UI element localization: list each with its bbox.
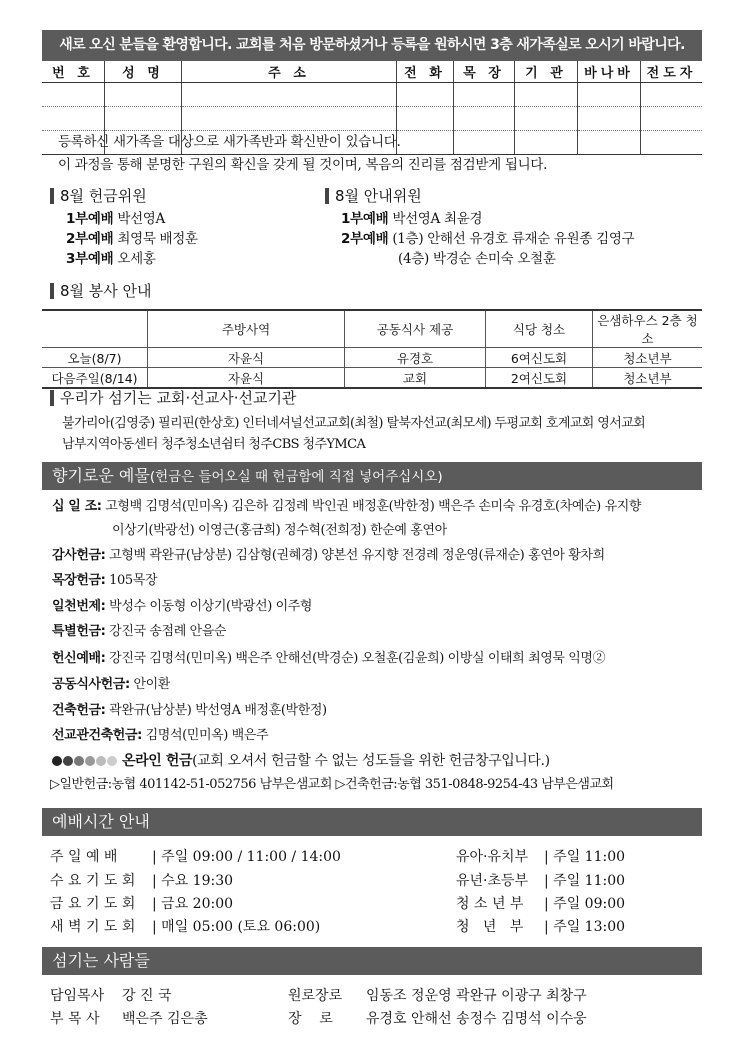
worship-row: 청 소 년 부 | 주일 09:00: [456, 896, 626, 912]
newcomer-note-2: 이 과정을 통해 분명한 구원의 확신을 갖게 될 것이며, 복음의 진리를 점검받게 됩니다.: [58, 157, 548, 173]
offering-title: 향기로운 예물: [52, 466, 150, 485]
usher-committee-row: (4층) 박경순 손미숙 오철훈: [398, 251, 556, 267]
worship-row: 주 일 예 배 | 주일 09:00 / 11:00 / 14:00: [50, 849, 341, 865]
welcome-banner: 새로 오신 분들을 환영합니다. 교회를 처음 방문하셨거나 등록을 원하시면 3층 새가족실로 오시기 바랍니다.: [42, 30, 702, 61]
offering-committee-row: 2부예배 최영묵 배정훈: [66, 231, 198, 247]
col-evangelist: 전도자: [641, 61, 703, 83]
col-address: 주 소: [182, 61, 397, 83]
support-line: 불가리아(김영중) 필리핀(한상호) 인터네셔널선교교회(최철) 탈북자선교(최모세) 두평교회 호계교회 영서교회: [62, 416, 646, 431]
worship-row: 청 년 부 | 주일 13:00: [456, 919, 626, 935]
offering-banner: [42, 462, 702, 490]
usher-committee-row: 1부예배 박선영A 최윤경: [341, 211, 483, 227]
usher-committee-title: 8월 안내위원: [325, 188, 422, 204]
online-offering: 온라인 헌금(교회 오셔서 헌금할 수 없는 성도들을 위한 헌금창구입니다.): [52, 749, 550, 773]
service-header: 공동식사 제공: [345, 310, 486, 348]
table-row: 다음주일(8/14) 자윤식 교회 2여신도회 청소년부: [42, 368, 702, 389]
support-line: 남부지역아동센터 청주청소년쉼터 청주CBS 청주YMCA: [62, 437, 366, 452]
offering-item: 공동식사헌금: 안이환: [52, 677, 170, 692]
worship-banner: 예배시간 안내: [42, 808, 702, 836]
table-row[interactable]: [42, 107, 702, 131]
offering-item: 감사헌금: 고형백 곽완규(남상분) 김삼형(권혜경) 양본선 유지향 전경례 정운영(류재순) 홍연아 황차희: [52, 548, 605, 563]
bank-accounts: ▷일반헌금:농협 401142-51-052756 남부은샘교회 ▷건축헌금:농협 351-0848-9254-43 남부은샘교회: [50, 777, 614, 792]
service-header: 식당 청소: [486, 310, 593, 348]
people-row: 장 로 유경호 안해선 송정수 김명석 이수웅: [288, 1011, 587, 1027]
offering-item: 건축헌금: 곽완규(남상분) 박선영A 배정훈(박한정): [52, 703, 327, 718]
offering-item: 일천번제: 박성수 이동형 이상기(박광선) 이주형: [52, 599, 313, 614]
col-number: 번 호: [42, 61, 105, 83]
dots-icon: [52, 753, 118, 769]
worship-row: 수 요 기 도 회 | 수요 19:30: [50, 873, 234, 889]
col-barnabas: 바나바: [578, 61, 641, 83]
people-row: 원로장로 임동조 정운영 곽완규 이광구 최창구: [288, 988, 587, 1004]
people-row: 담임목사 강 진 국: [50, 988, 172, 1004]
col-org: 기 관: [515, 61, 578, 83]
usher-committee-row: 2부예배 (1층) 안해선 유경호 류재순 유원종 김영구: [341, 231, 635, 247]
people-row: 부 목 사 백은주 김은총: [50, 1011, 208, 1027]
offering-committee-row: 3부예배 오세홍: [66, 251, 156, 267]
col-group: 목 장: [454, 61, 515, 83]
service-header: 주방사역: [148, 310, 345, 348]
col-name: 성 명: [105, 61, 182, 83]
worship-row: 유년·초등부 | 주일 11:00: [456, 873, 626, 889]
worship-row: 금 요 기 도 회 | 금요 20:00: [50, 896, 234, 912]
service-table: [42, 309, 702, 389]
offering-item: 십 일 조: 고형백 김명석(민미옥) 김은하 김정례 박인권 배정훈(박한정) 백은주 손미숙 유경호(차예순) 유지향: [52, 499, 642, 514]
table-row: 오늘(8/7) 자윤식 유경호 6여신도회 청소년부: [42, 348, 702, 368]
col-phone: 전 화: [397, 61, 454, 83]
offering-item: 헌신예배: 강진국 김명석(민미옥) 백은주 안해선(박경순) 오철훈(김윤희) 이방실 이태희 최영묵 익명②: [52, 651, 606, 666]
offering-committee-row: 1부예배 박선영A: [66, 211, 166, 227]
worship-row: 유아·유치부 | 주일 11:00: [456, 849, 626, 865]
worship-row: 새 벽 기 도 회 | 매일 05:00 (토요 06:00): [50, 919, 321, 935]
support-title: 우리가 섬기는 교회·선교사·선교기관: [50, 390, 296, 406]
offering-item: 목장헌금: 105목장: [52, 573, 158, 588]
table-row[interactable]: [42, 83, 702, 107]
offering-item: 특별헌금: 강진국 송점례 안을순: [52, 624, 227, 639]
offering-committee-title: 8월 헌금위원: [50, 188, 147, 204]
offering-item: 이상기(박광선) 이영근(홍금희) 정수혁(전희정) 한순예 홍연아: [112, 523, 447, 538]
service-title: 8월 봉사 안내: [50, 283, 152, 299]
service-header: [42, 310, 148, 348]
service-header: 은샘하우스 2층 청소: [593, 310, 703, 348]
people-banner: 섬기는 사람들: [42, 947, 702, 975]
newcomer-note-1: 등록하신 새가족을 대상으로 새가족반과 확신반이 있습니다.: [58, 134, 401, 150]
offering-item: 선교관건축헌금: 김명석(민미옥) 백은주: [52, 728, 269, 743]
offering-subtitle: (헌금은 들어오실 때 헌금함에 직접 넣어주십시오): [149, 469, 443, 485]
